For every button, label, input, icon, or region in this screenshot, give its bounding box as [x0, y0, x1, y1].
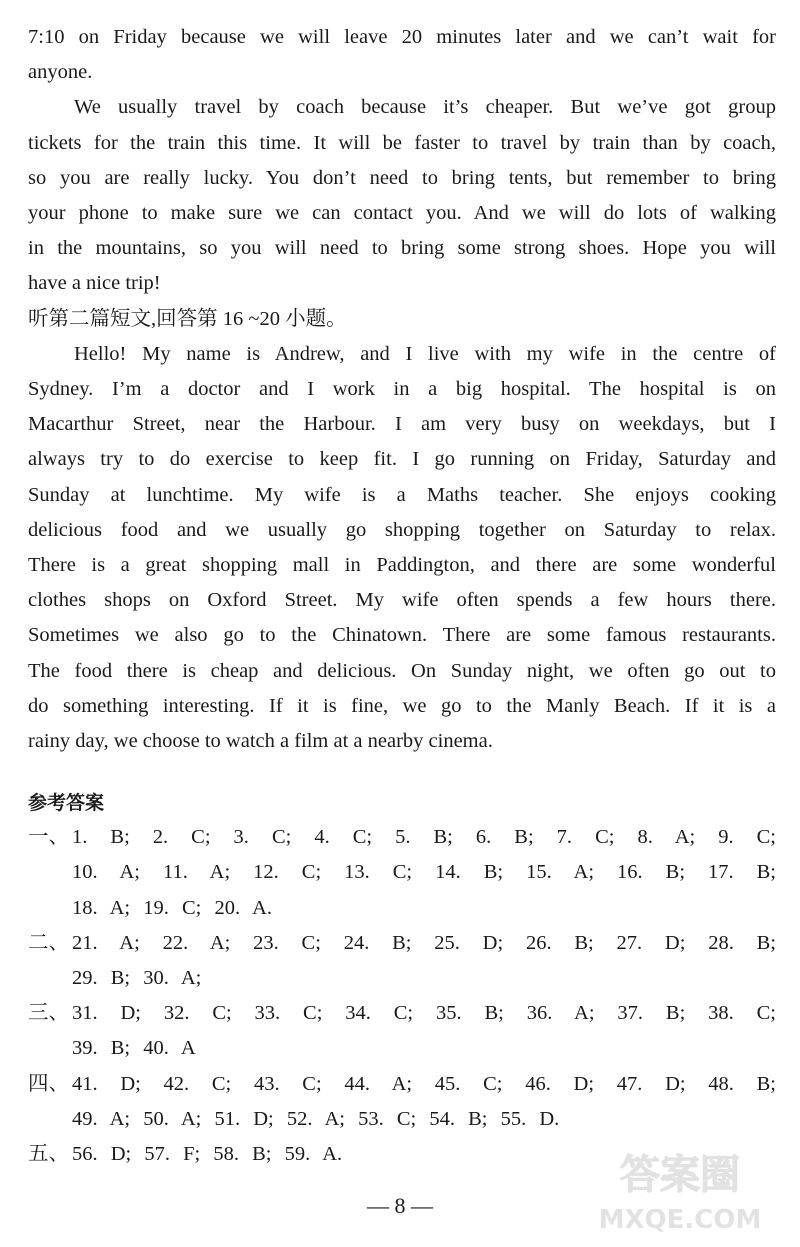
answer-line: 10. A; 11. A; 12. C; 13. C; 14. B; 15. A; 16. B; 17. B;	[72, 861, 776, 884]
section-label: 五、	[28, 1142, 69, 1165]
answer-line: 39. B; 40. A	[72, 1037, 196, 1060]
answer-line: 18. A; 19. C; 20. A.	[72, 896, 273, 919]
passage-line: your phone to make sure we can contact you. And we will do lots of walking	[28, 202, 776, 225]
answer-row	[28, 855, 776, 890]
section-label: 三、	[28, 1002, 69, 1025]
passage-line: Hello! My name is Andrew, and I live with my wife in the centre of	[74, 342, 776, 365]
passage-line: do something interesting. If it is fine, we go to the Manly Beach. If it is a	[28, 694, 776, 717]
passage-line: rainy day, we choose to watch a film at a nearby cinema.	[28, 730, 493, 753]
answer-row	[28, 1102, 776, 1137]
section-heading: 听第二篇短文,回答第 16 ~20 小题。	[28, 307, 347, 330]
passage-line: Sydney. I’m a doctor and I work in a big hospital. The hospital is on	[28, 378, 776, 401]
passage-line: tickets for the train this time. It will be faster to travel by train than by coach,	[28, 131, 776, 154]
answer-line: 41. D; 42. C; 43. C; 44. A; 45. C; 46. D; 47. D; 48. B;	[72, 1072, 776, 1095]
passage-line: Sunday at lunchtime. My wife is a Maths teacher. She enjoys cooking	[28, 483, 776, 506]
passage-line: in the mountains, so you will need to bring some strong shoes. Hope you will	[28, 237, 776, 260]
answers-title: 参考答案	[28, 792, 105, 815]
passage-line: anyone.	[28, 61, 93, 84]
passage-line: The food there is cheap and delicious. On Sunday night, we often go out to	[28, 659, 776, 682]
answer-line: 29. B; 30. A;	[72, 967, 202, 990]
passage-line: delicious food and we usually go shopping together on Saturday to relax.	[28, 518, 776, 541]
passage-line: There is a great shopping mall in Paddington, and there are some wonderful	[28, 554, 776, 577]
answer-line: 56. D; 57. F; 58. B; 59. A.	[72, 1142, 343, 1165]
passage-line: We usually travel by coach because it’s cheaper. But we’ve got group	[74, 96, 776, 119]
section-label: 四、	[28, 1072, 69, 1095]
passage-1	[28, 20, 776, 302]
svg-text:MXQE.COM: MXQE.COM	[598, 1205, 762, 1235]
answer-row	[28, 1067, 776, 1102]
answer-row	[28, 961, 776, 996]
svg-text:答案圈: 答案圈	[620, 1152, 740, 1198]
answer-row	[28, 891, 776, 926]
document-page	[28, 20, 776, 1172]
page-number: — 8 —	[367, 1193, 433, 1218]
section-label: 一、	[28, 826, 69, 849]
answer-row	[28, 926, 776, 961]
answer-row	[28, 820, 776, 855]
section-label: 二、	[28, 931, 69, 954]
answer-line: 1. B; 2. C; 3. C; 4. C; 5. B; 6. B; 7. C; 8. A; 9. C;	[72, 826, 776, 849]
watermark-logo	[580, 1140, 780, 1240]
answer-line: 49. A; 50. A; 51. D; 52. A; 53. C; 54. B; 55. D.	[72, 1107, 560, 1130]
passage-line: Sometimes we also go to the Chinatown. There are some famous restaurants.	[28, 624, 776, 647]
answer-line: 21. A; 22. A; 23. C; 24. B; 25. D; 26. B; 27. D; 28. B;	[72, 931, 776, 954]
passage-line: clothes shops on Oxford Street. My wife often spends a few hours there.	[28, 589, 776, 612]
passage-2	[28, 337, 776, 759]
passage-line: always try to do exercise to keep fit. I go running on Friday, Saturday and	[28, 448, 776, 471]
answer-row	[28, 996, 776, 1031]
passage-line: Macarthur Street, near the Harbour. I am very busy on weekdays, but I	[28, 413, 776, 436]
answer-row	[28, 1031, 776, 1066]
answer-key	[28, 820, 776, 1172]
passage-line: so you are really lucky. You don’t need to bring tents, but remember to bring	[28, 166, 776, 189]
passage-line: have a nice trip!	[28, 272, 161, 295]
answer-line: 31. D; 32. C; 33. C; 34. C; 35. B; 36. A; 37. B; 38. C;	[72, 1002, 776, 1025]
passage-line: 7:10 on Friday because we will leave 20 minutes later and we can’t wait for	[28, 26, 776, 48]
